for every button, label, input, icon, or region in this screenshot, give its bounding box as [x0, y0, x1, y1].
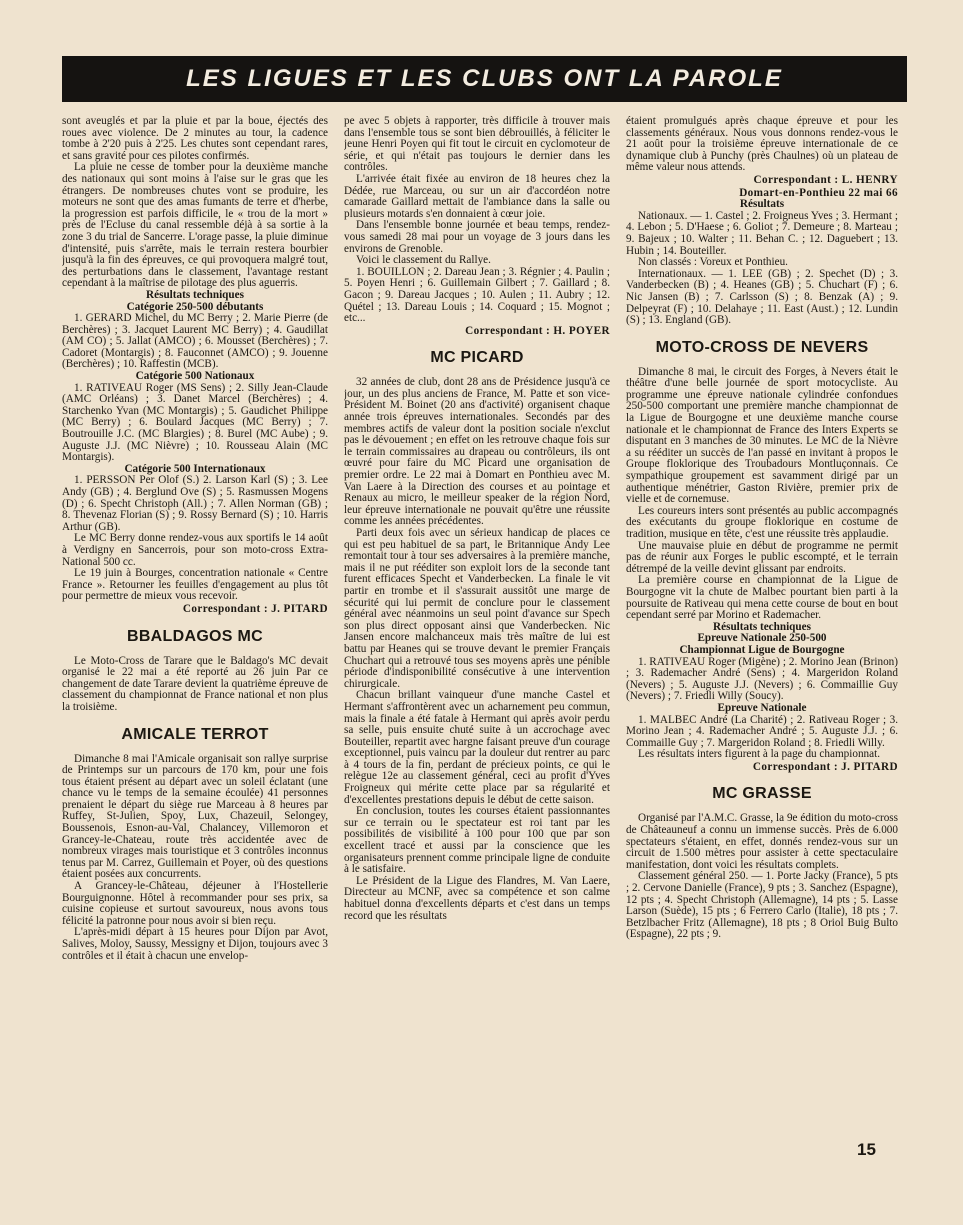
correspondent-location: Domart-en-Ponthieu 22 mai 66 — [739, 186, 898, 199]
correspondent: Correspondant : J. PITARD — [752, 760, 898, 773]
category-heading: Championnat Ligue de Bourgogne — [679, 643, 845, 656]
paragraph: Le MC Berry donne rendez-vous aux sportifs le 14 août à Verdigny en Sancerrois, pour son moto-cross Extra-National 500 cc. — [62, 532, 328, 568]
category-heading: Catégorie 500 Internationaux — [124, 462, 266, 475]
paragraph: Le Moto-Cross de Tarare que le Baldago's MC devait organisé le 22 mai a été reporté au 26 juin Par ce changement de date Tarare devient la quatrième épreuve de classement du championnat de France national et non plus la troisième. — [62, 654, 328, 713]
results-list: 1. PERSSON Per Olof (S.) 2. Larson Karl (S) ; 3. Lee Andy (GB) ; 4. Berglund Ove (S) ; 5. Rasmussen Mogens (D) ; 6. Specht Christoph (All.) ; 7. Allen Norman (GB) ; 8. Thevenaz Florian (S) ; 9. Rossy Bernard (S) ; 10. Harris Arthur (GB). — [62, 474, 328, 533]
results-list: Classement général 250. — 1. Porte Jacky (France), 5 pts ; 2. Cervone Danielle (France), 9 pts ; 3. Sanchez (Espagne), 12 pts ; 4. Specht Christoph (Allemagne), 14 pts ; 5. Lasse Larson (Suède), 15 pts ; 6 Ferrero Carlo (Italie), 18 pts ; 7. Betzlbacher Fritz (Allemagne), 18 pts ; 8 Oriol Buig Bulto (Espagne), 22 pts ; 9. — [626, 870, 898, 941]
paragraph: Voici le classement du Rallye. — [356, 254, 491, 267]
section-heading: MOTO-CROSS DE NEVERS — [655, 338, 869, 356]
category-heading: Epreuve Nationale — [717, 701, 807, 714]
results-list: 1. GERARD Michel, du MC Berry ; 2. Marie Pierre (de Berchères) ; 3. Jacquet Laurent MC Berry) ; 4. Gaudillat (AM CO) ; 5. Jallat (AMCO) ; 6. Mousset (Berchères) ; 7. Cadoret (Montargis) ; 8. Fauconnet (AMCO) ; 9. Jouenne (Berchères) ; 10. Raffestin (MCB). — [62, 312, 328, 371]
category-heading: Catégorie 250-500 débutants — [126, 300, 264, 313]
banner-title: LES LIGUES ET LES CLUBS ONT LA PAROLE — [186, 65, 783, 92]
paragraph: En conclusion, toutes les courses étaient passionnantes sur ce terrain ou le spectateur est roi tant par les possibilités de visibilité à 100 pour 100 que par son excellent tracé et aussi par la conscience que les organisateurs prennent comme principale ligne de conduite à le satisfaire. — [344, 805, 610, 876]
paragraph: Le 19 juin à Bourges, concentration nationale « Centre France ». Retourner les feuilles d'engagement au plus tôt pour permettre de mieux vous recevoir. — [62, 567, 328, 603]
section-banner — [62, 56, 907, 102]
paragraph: Organisé par l'A.M.C. Grasse, la 9e édition du moto-cross de Châteauneuf a connu un immense succès. Près de 6.000 spectateurs s'étaient, en effet, donnés rendez-vous sur un circuit de 1.500 mètres pour assister à cette spectaculaire manifestation, dont voici les résultats complets. — [626, 812, 898, 871]
section-heading: BBALDAGOS MC — [126, 627, 264, 645]
results-list: 1. MALBEC André (La Charité) ; 2. Rativeau Roger ; 3. Morino Jean ; 4. Rademacher André ; 5. Auguste J.J. ; 6. Commaille Guy ; 7. Margeridon Roland ; 8. Friedli Willy. — [626, 713, 898, 749]
paragraph: sont aveuglés et par la pluie et par la boue, éjectés des roues avec violence. De 2 minutes au tour, la cadence tombe à 2'20 puis à 2'25. Les chutes sont cependant rares, et sans gravité pour ces pilotes confirmés. — [62, 116, 328, 162]
paragraph: Le Président de la Ligue des Flandres, M. Van Laere, Directeur au MCNF, avec sa compétence et son calme habituel donna d'excellents départs et c'est dans un temps record que les résultats — [344, 874, 610, 922]
results-heading: Résultats — [739, 198, 785, 211]
results-list: Internationaux. — 1. LEE (GB) ; 2. Spechet (D) ; 3. Vanderbecken (B) ; 4. Heanes (GB) ; 5. Chuchart (F) ; 6. Nic Jansen (B) ; 7. Carlsson (S) ; 8. Benzak (A) ; 9. Delpeyrat (F) ; 10. Delahaye ; 11. East (Aust.) ; 12. Lundin (S) ; 13. England (GB). — [626, 267, 898, 327]
correspondent: Correspondant : L. HENRY — [753, 173, 898, 186]
paragraph: pe avec 5 objets à rapporter, très difficile à trouver mais dans l'ensemble tous se sont bien débrouillés, à féliciter le jeune Henri Poyen qui fit tout le circuit en cyclomoteur de série, et qui n'était pas toujours le dernier dans les contrôles. — [344, 116, 610, 174]
section-heading: MC GRASSE — [712, 785, 812, 803]
column-2 — [344, 116, 610, 1174]
results-heading: Résultats techniques — [713, 620, 811, 633]
results-list: Non classés : Voreux et Ponthieu. — [638, 256, 788, 269]
paragraph: Une mauvaise pluie en début de programme ne permit pas de réunir aux Forges le public escompté, et le terrain détrempé de la veille devint glissant par endroits. — [626, 539, 898, 575]
paragraph: A Grancey-le-Château, déjeuner à l'Hostellerie Bourguignonne. Hôtel à recommander pour ses prix, sa cuisine copieuse et surtout savoureux, nous avons tous félicité la patronne pour nous avoir si bien reçu. — [62, 880, 328, 927]
paragraph: Les coureurs inters sont présentés au public accompagnés des exécutants du groupe floklorique en costume de tradition, musique en tête, c'est une réussite très applaudie. — [626, 504, 898, 540]
results-list: Nationaux. — 1. Castel ; 2. Froigneus Yves ; 3. Hermant ; 4. Lebon ; 5. D'Haese ; 6. Goliot ; 7. Demeure ; 8. Marteau ; 9. Bajeux ; 10. Walter ; 11. Behan C. ; 12. Daguebert ; 13. Hubin ; 14. Bouteiller. — [626, 209, 898, 257]
category-heading: Catégorie 500 Nationaux — [135, 370, 255, 383]
page-number: 15 — [857, 1140, 876, 1159]
section-heading: AMICALE TERROT — [121, 725, 269, 743]
results-list: 1. BOUILLON ; 2. Dareau Jean ; 3. Régnier ; 4. Paulin ; 5. Poyen Henri ; 6. Guillemain Gilbert ; 7. Gaillard ; 8. Gacon ; 9. Dareau Jacques ; 10. Aulen ; 11. Aubry ; 12. Quétel ; 13. Dareau Louis ; 14. Coquard ; 15. Mognot ; etc... — [344, 265, 610, 325]
paragraph: Chacun brillant vainqueur d'une manche Castel et Hermant s'affrontèrent avec un acharnement peu commun, mais la finale a été fatale à Hermant qui après avoir perdu sa selle, puis ensuite chuté suite à un accrochage avec Bouteiller, repartit avec hargne faisant preuve d'un courage exceptionnel, puis vaincu par la douleur dut rentrer au parc à 4 tours de la fin, perdant de précieux points, ce qui le relègue 12e au classement général, ceci au profit d'Yves Froigneux qui mérite cette place par sa régularité et d'excellentes prestations depuis le début de cette saison. — [344, 689, 610, 806]
paragraph: La première course en championnat de la Ligue de Bourgogne vit la chute de Malbec pourtant bien parti à la poursuite de Rativeau qui mena cette course de bout en bout cependant serré par Morino et Rademacher. — [626, 574, 898, 622]
correspondent: Correspondant : H. POYER — [465, 324, 610, 337]
paragraph: Dans l'ensemble bonne journée et beau temps, rendez-vous samedi 28 mai pour un voyage de 3 jours dans les environs de Grenoble. — [344, 219, 610, 255]
paragraph: étaient promulgués après chaque épreuve et pour les classements généraux. Nous vous donnons rendez-vous le 21 août pour la troisième épreuve internationale de ce dynamique club à Punchy (près Chaulnes) où un plateau de même valeur nous attends. — [626, 116, 898, 174]
paragraph: Dimanche 8 mai, le circuit des Forges, à Nevers était le théâtre d'une belle journée de sport motocycliste. Au programme une épreuve nationale cylindrée confondues 250-500 comportant une première manche championnat de la Ligue de Bourgogne et une deuxième manche course nationale et le championnat de France des Inters Experts se disputant en 3 manches de 30 minutes. Le MC de la Nièvre a su rééditer un succès de l'an passé en invitant à propos le Groupe floklorique des Troubadours Montluçonnais. Ce sympathique groupement est savamment dirigé par un authentique ménétrier, Gaston Rivière, premier prix de vielle et de cornemuse. — [626, 365, 898, 506]
paragraph: L'arrivée était fixée au environ de 18 heures chez la Dédée, rue Marceau, ou sur un air d'accordéon notre camarade Gaillard mettait de l'ambiance dans la salle ou plusieurs motards s'en donnaient à cœur joie. — [344, 172, 610, 220]
correspondent: Correspondant : J. PITARD — [182, 602, 328, 615]
section-heading: MC PICARD — [430, 349, 524, 367]
paragraph: L'après-midi départ à 15 heures pour Dijon par Avot, Salives, Moloy, Saussy, Messigny et Dijon, toujours avec 3 contrôles et il était à chacun une envelop- — [62, 926, 328, 962]
column-1 — [62, 116, 328, 1174]
results-heading: Résultats techniques — [146, 288, 244, 301]
paragraph: Dimanche 8 mai l'Amicale organisait son rallye surprise de Printemps sur un parcours de 170 km, pour une fois tous étaient présent au départ avec un soleil éclatant (une chance vu le temps de la semaine écoulée) 41 personnes prenaient le départ du siège rue Marceau à 8 heures par Ruffey, St-Julien, Spoy, Lux, Chazeuil, Selongey, Boussenois, Esnon-au-Val, Chalancey, Villemoron et Grancey-le-Chateau, route très accidentée avec de nombreux virages mais touristique et 3 contrôles inconnus tenus par M. Carrez, Guillemain et Poyer, où des questions étaient posées aux concurrents. — [62, 752, 328, 881]
paragraph: 32 années de club, dont 28 ans de Présidence jusqu'à ce jour, un des plus anciens de France, M. Patte et son vice-Président M. Boinet (20 ans d'activité) organisent chaque année trois épreuves internationales. Secondés par des membres actifs de valeur dont la position sociale n'exclut pas le dévouement ; en effet on les retrouve chaque fois sur le terrain commissaires au drapeau ou contrôleurs, ils ont œuvré pour faire du MC Picard une organisation de premier ordre. Le 22 mai à Domart en Ponthieu avec M. Van Laere à la Direction des courses et au pointage et Renaux au micro, le meilleur speaker de la région Nord, leur épreuve internationale ne pouvait qu'être une réussite comme les années précédentes. — [344, 376, 610, 528]
category-heading: Epreuve Nationale 250-500 — [697, 632, 827, 645]
column-3 — [626, 116, 898, 1174]
paragraph: La pluie ne cesse de tomber pour la deuxième manche des nationaux qui sont moins à l'aise sur le gras que les étrangers. De nombreuses chutes vont se produire, les moteurs ne sont que des amas fumants de terre et d'herbe, la progression est parfois difficile, le « trou de la mort » près de l'Ecluse du canal ressemble déjà à sa sortie à la zone 3 du trial de Sancerre. L'orage passe, la pluie diminue d'intensité, puis s'arrête, mais le terrain restera bourbier jusqu'à la fin des épreuves, ce qui provoquera malgré tout, des perturbations dans le classement, l'avantage restant cependant à la maîtrise de pilotage des plus aguerris. — [62, 161, 328, 290]
paragraph: Parti deux fois avec un sérieux handicap de places ce qui est peu habituel de sa part, le Britannique Andy Lee remontait tour à tour ses adversaires à la première manche, mais il ne put rééditer son exploit lors de la seconde tant furent efficaces Specht et Vanderbecken. La finale le vit partir en trombe et il s'assurait aussitôt une marge de sécurité qui lui permit de conclure pour le classement général avec néanmoins un seul point d'avance sur Spech son plus direct opposant ainsi que Vanderbecken. Nic Jansen encore malchanceux mais très maître de lui est battu par Heanes qui se trouve devant le premier Français Chuchart qui a retrouvé tous ses moyens après une pénible période d'indisponibilité consécutive à une intervention chirurgicale. — [344, 527, 610, 690]
paragraph: Les résultats inters figurent à la page du championnat. — [638, 748, 881, 761]
results-list: 1. RATIVEAU Roger (MS Sens) ; 2. Silly Jean-Claude (AMC Orléans) ; 3. Danet Marcel (Berchères) ; 4. Starchenko Yvan (MC Montargis) ; 5. Gaudichet Philippe (MC Berry) ; 6. Boulard Jacques (MC Berry) ; 7. Boutrouille J.C. (MC Blargies) ; 8. Burel (MC Aube) ; 9. Auguste J.J. (MC Nièvre) ; 10. Rousseau Alain (MC Montargis). — [62, 381, 328, 464]
results-list: 1. RATIVEAU Roger (Migène) ; 2. Morino Jean (Brinon) ; 3. Rademacher André (Sens) ; 4. Margeridon Roland (Nevers) ; 5. Auguste J.J. (Nevers) ; 6. Commaillie Guy (Nevers) ; 7. Friedli Willy (Soucy). — [626, 655, 898, 703]
